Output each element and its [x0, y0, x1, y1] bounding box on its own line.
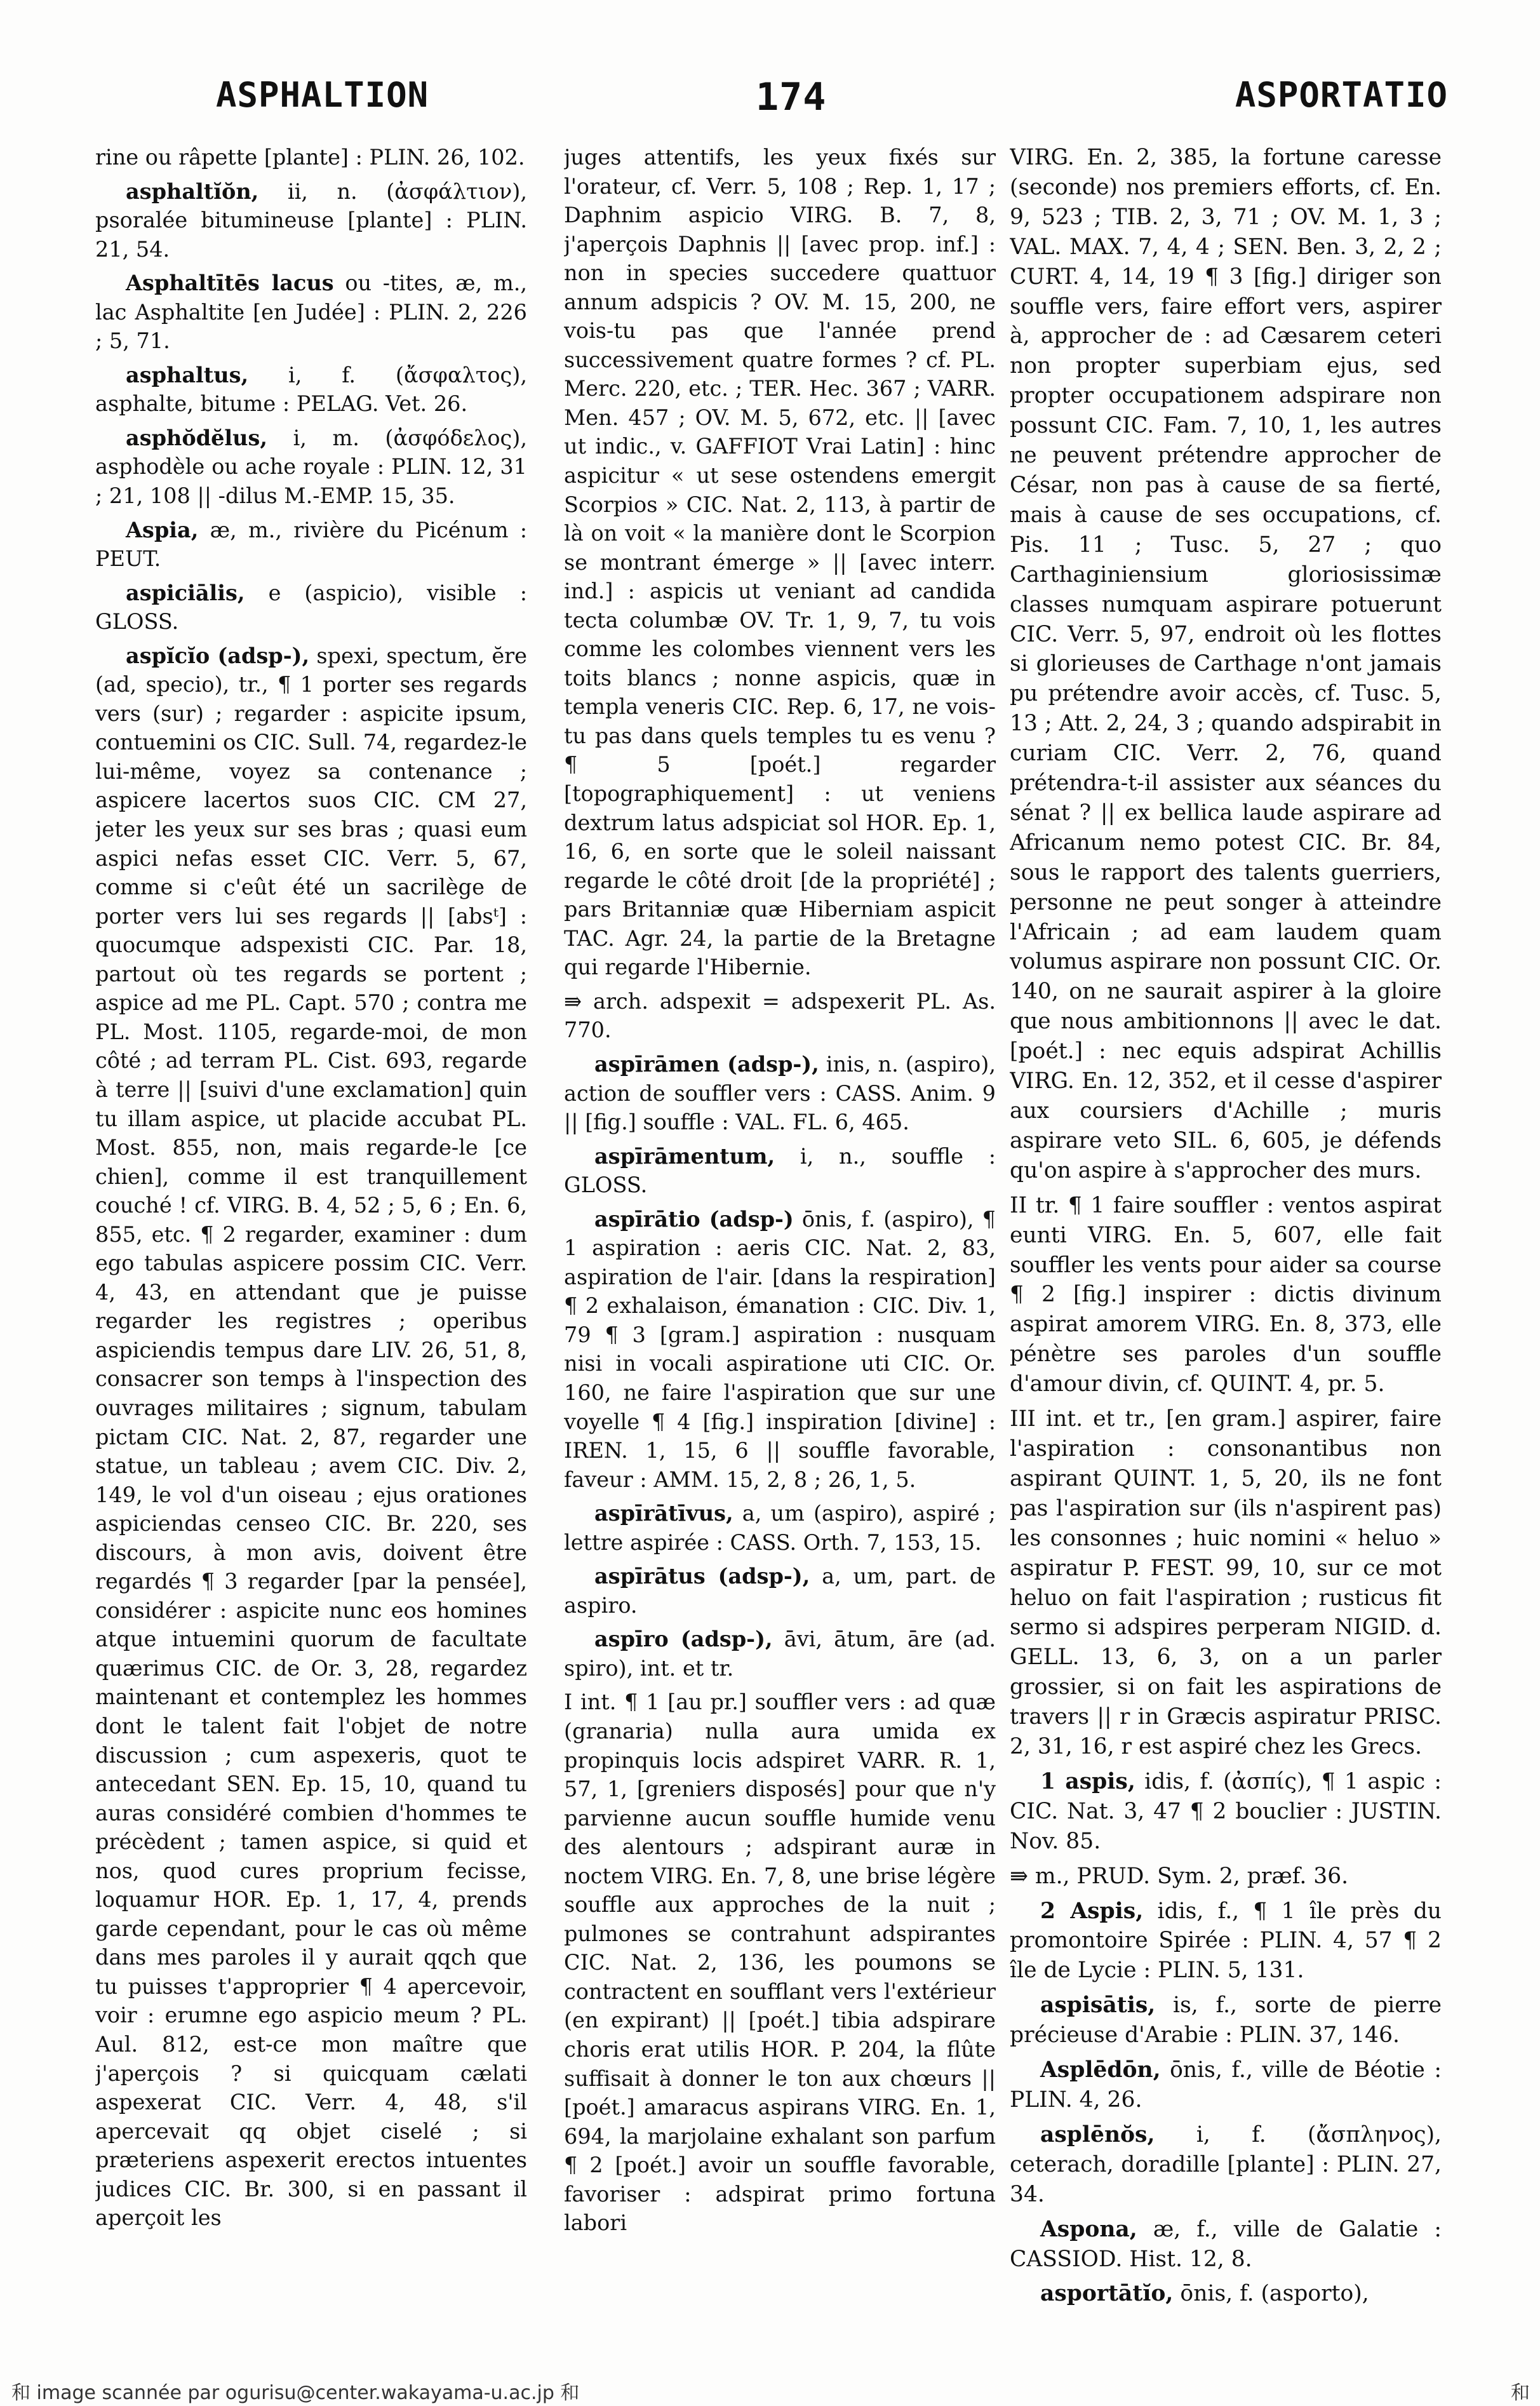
- entry-text: I int. ¶ 1 [au pr.] souffler vers : ad quæ (granaria) nulla aura umida ex propinquis locis adspiret VARR. R. 1, 57, 1, [greniers disposés] pour que n'y parvienne aucun souffle humide venu des alentours ; adspirant auræ in noctem VIRG. En. 7, 8, une brise légère souffle aux approches de la nuit ; pulmones se contrahunt adspirantes CIC. Nat. 2, 136, les poumons se contractent en soufflant vers l'extérieur (en expirant) || [poét.] tibia adspirare choris erat utilis HOR. P. 204, la flûte suffisait à donner le ton aux chœurs || [poét.] amaracus aspirans VIRG. En. 1, 694, la marjolaine exhalant son parfum ¶ 2 [poét.] avoir un souffle favorable, favoriser : adspirat primo fortuna labori: [564, 1690, 996, 2236]
- dictionary-entry: [1010, 2120, 1442, 2210]
- running-head-left: ASPHALTION: [216, 75, 429, 115]
- dictionary-entry: [95, 642, 527, 2233]
- column-2: [564, 143, 996, 2322]
- entry-continuation: [95, 143, 527, 172]
- entry-text: āvi, ātum, āre (ad. spiro), int. et tr.: [564, 1627, 996, 1681]
- dictionary-entry: [95, 361, 527, 419]
- entry-continuation: [564, 987, 996, 1045]
- dictionary-entry: [564, 1562, 996, 1620]
- entry-headword: asphaltĭŏn,: [126, 178, 259, 204]
- entry-text: ōnis, f., ville de Béotie : PLIN. 4, 26.: [1010, 2057, 1442, 2113]
- entry-headword: aspĭcĭo (adsp-),: [126, 643, 310, 668]
- dictionary-entry: [564, 1142, 996, 1200]
- dictionary-entry: [1010, 1897, 1442, 1986]
- text-columns: [95, 143, 1448, 2322]
- entry-headword: Asphaltītēs lacus: [126, 271, 334, 296]
- entry-text: ōnis, f. (aspiro), ¶ 1 aspiration : aeris CIC. Nat. 2, 83, aspiration de l'air. [dans la respiration] ¶ 2 exhalaison, émanation : CIC. Div. 1, 79 ¶ 3 [gram.] aspiration : nusquam nisi in vocali aspiratione uti CIC. Or. 160, ne faire l'aspiration que sur une voyelle ¶ 4 [fig.] inspiration [divine] : IREN. 1, 15, 6 || souffle favorable, faveur : AMM. 15, 2, 8 ; 26, 1, 5.: [564, 1206, 996, 1492]
- entry-text: æ, m., rivière du Picénum : PEUT.: [95, 517, 527, 572]
- entry-text: II tr. ¶ 1 faire souffler : ventos aspirat eunti VIRG. En. 5, 607, elle fait souffler les vents pour aider sa course ¶ 2 [fig.] inspirer : dictis divinum aspirat amorem VIRG. En. 8, 373, elle pénètre ses paroles d'un souffle d'amour divin, cf. QUINT. 4, pr. 5.: [1010, 1192, 1442, 1397]
- dictionary-entry: [564, 1050, 996, 1137]
- entry-text: ⇛ m., PRUD. Sym. 2, præf. 36.: [1010, 1863, 1349, 1889]
- footer-mark: 和: [1511, 2382, 1530, 2404]
- scan-credit-footer: [0, 2377, 1540, 2402]
- entry-headword: aspīrātio (adsp-): [594, 1206, 794, 1232]
- entry-text: inis, n. (aspiro), action de souffler vers : CASS. Anim. 9 || [fig.] souffle : VAL. FL. 6, 465.: [564, 1051, 996, 1135]
- entry-text: III int. et tr., [en gram.] aspirer, faire l'aspiration : consonantibus non aspirant QUINT. 1, 5, 20, ils ne font pas l'aspiration sur (ils n'aspirent pas) les consonnes ; huic nomini « heluo » aspiratur P. FEST. 99, 10, sur ce mot heluo on fait l'aspiration ; rusticus fit sermo si adspires perperam NIGID. d. GELL. 13, 6, 3, on a un parler grossier, si on fait les aspirations de travers || r in Græcis aspiratur PRISC. 2, 31, 16, r est aspiré chez les Grecs.: [1010, 1406, 1442, 1760]
- entry-continuation: [1010, 143, 1442, 1186]
- entry-headword: aspīrāmen (adsp-),: [594, 1051, 819, 1077]
- entry-headword: aspīrātus (adsp-),: [594, 1564, 810, 1589]
- entry-text: i, f. (ἄσπληνος), ceterach, doradille [plante] : PLIN. 27, 34.: [1010, 2121, 1442, 2207]
- entry-text: ou -tites, æ, m., lac Asphaltite [en Judée] : PLIN. 2, 226 ; 5, 71.: [95, 271, 527, 354]
- entry-text: is, f., sorte de pierre précieuse d'Arabie : PLIN. 37, 146.: [1010, 1993, 1442, 2048]
- entry-text: juges attentifs, les yeux fixés sur l'orateur, cf. Verr. 5, 108 ; Rep. 1, 17 ; Daphnim aspicio VIRG. B. 7, 8, j'aperçois Daphnis || [avec prop. inf.] : non in species succedere quattuor annum adspicis ? OV. M. 15, 200, ne vois-tu pas que l'année prend successivement quatre formes ? cf. PL. Merc. 220, etc. ; TER. Hec. 367 ; VARR. Men. 457 ; OV. M. 5, 672, etc. || [avec ut indic., v. GAFFIOT Vrai Latin] : hinc aspicitur « ut sese ostendens emergit Scorpios » CIC. Nat. 2, 113, à partir de là on voit « la manière dont le Scorpion se montrant émerge » || [avec interr. ind.] : aspicis ut veniant ad candida tecta columbæ OV. Tr. 1, 9, 7, tu vois comme les colombes viennent vers les toits blancs ; nonne aspicis, quæ in templa veneris CIC. Rep. 6, 17, ne vois-tu pas dans quels temples tu es venu ? ¶ 5 [poét.] regarder [topographiquement] : ut veniens dextrum latus adspiciat sol HOR. Ep. 1, 16, 6, en sorte que le soleil naissant regarde le côté droit [de la propriété] ; pars Britanniæ quæ Hiberniam aspicit TAC. Agr. 24, la partie de la Bretagne qui regarde l'Hibernie.: [564, 145, 996, 980]
- entry-text: a, um (aspiro), aspiré ; lettre aspirée : CASS. Orth. 7, 153, 15.: [564, 1501, 996, 1555]
- dictionary-entry: [1010, 1991, 1442, 2050]
- dictionary-entry: [95, 269, 527, 356]
- entry-text: e (aspicio), visible : GLOSS.: [95, 580, 527, 635]
- entry-headword: 2 Aspis,: [1040, 1898, 1144, 1924]
- entry-continuation: [564, 1688, 996, 2237]
- entry-continuation: [1010, 1862, 1442, 1892]
- entry-text: rine ou râpette [plante] : PLIN. 26, 102.: [95, 145, 525, 170]
- column-3: [1010, 143, 1442, 2322]
- entry-text: idis, f. (ἀσπίς), ¶ 1 aspic : CIC. Nat. 3, 47 ¶ 2 bouclier : JUSTIN. Nov. 85.: [1010, 1768, 1442, 1854]
- dictionary-entry: [564, 1625, 996, 1683]
- entry-text: i, n., souffle : GLOSS.: [564, 1143, 996, 1198]
- dictionary-entry: [1010, 2279, 1442, 2309]
- page-number: 174: [756, 75, 827, 119]
- entry-text: idis, f., ¶ 1 île près du promontoire Spirée : PLIN. 4, 57 ¶ 2 île de Lycie : PLIN. 5, 131.: [1010, 1898, 1442, 1984]
- dictionary-entry: [95, 516, 527, 574]
- entry-headword: asplēnŏs,: [1040, 2121, 1155, 2147]
- entry-continuation: [1010, 1191, 1442, 1399]
- column-1: [95, 143, 527, 2322]
- dictionary-entry: [95, 177, 527, 264]
- dictionary-entry: [564, 1499, 996, 1557]
- entry-text: ōnis, f. (asporto),: [1180, 2281, 1369, 2307]
- entry-headword: asphŏdĕlus,: [126, 425, 268, 450]
- entry-text: a, um, part. de aspiro.: [564, 1564, 996, 1618]
- dictionary-entry: [95, 579, 527, 636]
- entry-headword: aspiciālis,: [126, 580, 245, 605]
- entry-headword: aspīrāmentum,: [594, 1143, 775, 1169]
- entry-headword: asportātĭo,: [1040, 2281, 1174, 2307]
- entry-headword: Aspia,: [126, 517, 199, 542]
- running-head: [95, 75, 1448, 132]
- entry-text: VIRG. En. 2, 385, la fortune caresse (seconde) nos premiers efforts, cf. En. 9, 523 ; TIB. 2, 3, 71 ; OV. M. 1, 3 ; VAL. MAX. 7, 4, 4 ; SEN. Ben. 3, 2, 2 ; CURT. 4, 14, 19 ¶ 3 [fig.] diriger son souffle vers, faire effort vers, aspirer à, approcher de : ad Cæsarem ceteri non propter superbiam ejus, sed propter occupationem adspirare non possunt CIC. Fam. 7, 10, 1, les autres ne peuvent prétendre approcher de César, non pas à cause de sa fierté, mais à cause de ses occupations, cf. Pis. 11 ; Tusc. 5, 27 ; quo Carthaginiensium gloriosissimæ classes numquam aspirare potuerunt CIC. Verr. 5, 97, endroit où les flottes si glorieuses de Carthage n'ont jamais pu prétendre avoir accès, cf. Tusc. 5, 13 ; Att. 2, 24, 3 ; quando adspirabit in curiam CIC. Verr. 2, 76, quand prétendra-t-il assister aux séances du sénat ? || ex bellica laude aspirare ad Africanum nemo potest CIC. Br. 84, sous le rapport des talents guerriers, personne ne peut songer à atteindre l'Africain ; ad eam laudem quam volumus aspirare non possunt CIC. Or. 140, on ne saurait aspirer à la gloire que nous ambitionnons || avec le dat. [poét.] : nec equis adspirat Achillis VIRG. En. 12, 352, et il cesse d'aspirer aux coursiers d'Achille ; muris aspirare veto SIL. 6, 605, je défends qu'on aspire à s'approcher des murs.: [1010, 145, 1442, 1183]
- entry-headword: asphaltus,: [126, 362, 249, 387]
- entry-text: i, f. (ἄσφαλτος), asphalte, bitume : PELAG. Vet. 26.: [95, 362, 527, 417]
- scan-credit: 和 image scannée par ogurisu@center.wakayama-u.ac.jp 和: [11, 2382, 580, 2404]
- entry-headword: Asplēdōn,: [1040, 2057, 1161, 2083]
- dictionary-entry: [1010, 2215, 1442, 2275]
- entry-continuation: [1010, 1404, 1442, 1762]
- entry-headword: Aspona,: [1040, 2216, 1137, 2242]
- entry-text: spexi, spectum, ĕre (ad, specio), tr., ¶ 1 porter ses regards vers (sur) ; regarder : aspicite ipsum, contuemini os CIC. Sull. 74, regardez-le lui-même, voyez sa contenance ; aspicere lacertos suos CIC. CM 27, jeter les yeux sur ses bras ; quasi eum aspici nefas esset CIC. Verr. 5, 67, comme si c'eût été un sacrilège de porter vers lui ses regards || [absᵗ] : quocumque adspexisti CIC. Par. 18, partout où tes regards se portent ; aspice ad me PL. Capt. 570 ; contra me PL. Most. 1105, regarde-moi, de mon côté ; ad terram PL. Cist. 693, regarde à terre || [suivi d'une exclamation] quin tu illam aspice, ut placide accubat PL. Most. 855, non, mais regarde-le [ce chien], comme il est tranquillement couché ! cf. VIRG. B. 4, 52 ; 5, 6 ; En. 6, 855, etc. ¶ 2 regarder, examiner : dum ego tabulas aspicere possim CIC. Verr. 4, 43, en attendant que je puisse regarder les registres ; operibus aspiciendis tempus dare LIV. 26, 51, 8, consacrer son temps à l'inspection des ouvrages militaires ; signum, tabulam pictam CIC. Nat. 2, 87, regarder une statue, un tableau ; avem CIC. Div. 2, 149, le vol d'un oiseau ; ejus orationes aspiciendas censeo CIC. Br. 220, ses discours, à mon avis, doivent être regardés ¶ 3 regarder [par la pensée], considérer : aspicite nunc eos homines atque intuemini quorum de facultate quærimus CIC. de Or. 3, 28, regardez maintenant et contemplez les hommes dont le talent fait l'objet de notre discussion ; cum aspexeris, quot te antecedant SEN. Ep. 15, 10, quand tu auras considéré combien d'hommes te précèdent ; tamen aspice, si quid et nos, quod cures proprium fecisse, loquamur HOR. Ep. 1, 17, 4, prends garde cependant, pour le cas où même dans mes paroles il y aurait qqch que tu puisses t'approprier ¶ 4 apercevoir, voir : erumne ego aspicio meum ? PL. Aul. 812, est-ce mon maître que j'aperçois ? si quicquam cælati aspexerat CIC. Verr. 4, 48, s'il apercevait qq objet ciselé ; si præteriens aspexerit erectos intuentes judices CIC. Br. 300, si en passant il aperçoit les: [95, 643, 527, 2231]
- dictionary-entry: [1010, 2055, 1442, 2115]
- dictionary-entry: [1010, 1767, 1442, 1857]
- entry-continuation: [564, 143, 996, 982]
- entry-headword: aspīrātīvus,: [594, 1501, 733, 1526]
- running-head-right: ASPORTATIO: [1235, 75, 1448, 115]
- entry-headword: aspīro (adsp-),: [594, 1627, 773, 1652]
- entry-headword: aspisātis,: [1040, 1993, 1156, 2019]
- entry-text: ⇛ arch. adspexit = adspexerit PL. As. 770.: [564, 988, 996, 1043]
- entry-headword: 1 aspis,: [1040, 1768, 1135, 1794]
- entry-text: i, m. (ἀσφόδελος), asphodèle ou ache royale : PLIN. 12, 31 ; 21, 108 || -dilus M.-EMP. 15, 35.: [95, 425, 527, 509]
- dictionary-entry: [95, 424, 527, 511]
- entry-text: ii, n. (ἀσφάλτιον), psoralée bitumineuse [plante] : PLIN. 21, 54.: [95, 178, 527, 262]
- entry-text: æ, f., ville de Galatie : CASSIOD. Hist. 12, 8.: [1010, 2216, 1442, 2272]
- dictionary-entry: [564, 1205, 996, 1494]
